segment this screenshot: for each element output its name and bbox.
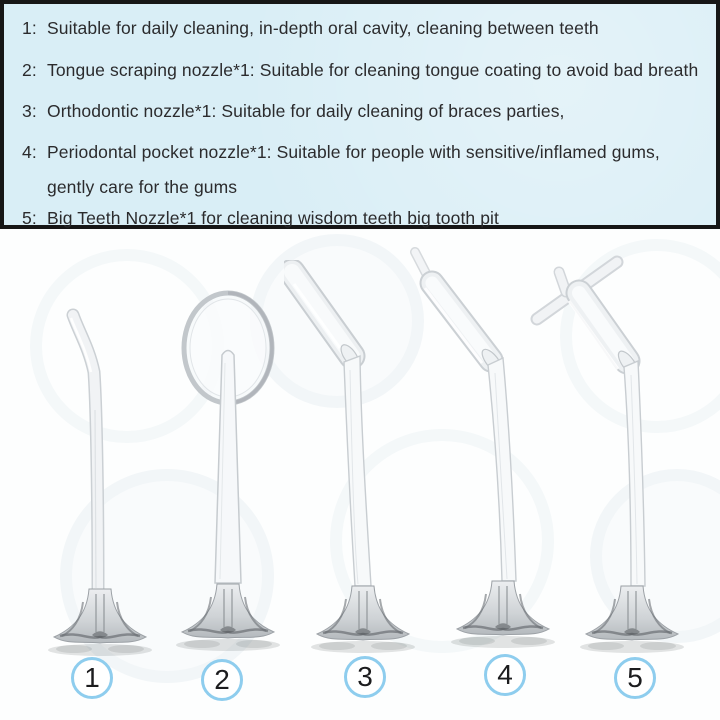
info-line-3-number: 3: <box>22 101 37 121</box>
nozzle-big-teeth <box>528 255 713 660</box>
info-line-3 <box>22 99 706 123</box>
nozzle-3-badge <box>344 656 386 698</box>
nozzle-1-badge <box>71 657 113 699</box>
info-line-2-number: 2: <box>22 60 37 80</box>
info-line-4-text: Periodontal pocket nozzle*1: Suitable for people with sensitive/inflamed gums, <box>47 142 660 162</box>
info-line-4-number: 4: <box>22 142 37 162</box>
info-line-1 <box>22 16 706 40</box>
info-line-3-text: Orthodontic nozzle*1: Suitable for daily cleaning of braces parties, <box>47 101 565 121</box>
info-line-1-text: Suitable for daily cleaning, in-depth oral cavity, cleaning between teeth <box>47 18 599 38</box>
info-line-2-text: Tongue scraping nozzle*1: Suitable for cleaning tongue coating to avoid bad breath <box>47 60 699 80</box>
nozzle-classic-jet <box>25 300 175 665</box>
info-line-5-text: Big Teeth Nozzle*1 for cleaning wisdom teeth big tooth pit <box>47 208 499 228</box>
info-panel <box>0 0 720 229</box>
info-line-2 <box>22 58 706 82</box>
nozzle-2-badge <box>201 659 243 701</box>
info-line-5 <box>22 206 706 230</box>
nozzle-2-number: 2 <box>214 664 230 695</box>
info-line-4-continued <box>22 175 706 199</box>
nozzle-4-number: 4 <box>497 659 513 690</box>
nozzle-3-number: 3 <box>357 661 373 692</box>
info-line-4-continued-text: gently care for the gums <box>47 177 238 197</box>
tongue-scraper-tip-icon <box>158 285 298 660</box>
nozzle-5-badge <box>614 657 656 699</box>
info-line-4 <box>22 140 706 164</box>
info-line-5-number: 5: <box>22 208 37 228</box>
nozzle-4-badge <box>484 654 526 696</box>
big-teeth-tip-icon <box>528 255 713 655</box>
classic-jet-tip-icon <box>25 300 175 660</box>
info-line-1-number: 1: <box>22 18 37 38</box>
nozzle-5-number: 5 <box>627 662 643 693</box>
nozzle-tongue-scraper <box>158 285 298 665</box>
nozzle-1-number: 1 <box>84 662 100 693</box>
